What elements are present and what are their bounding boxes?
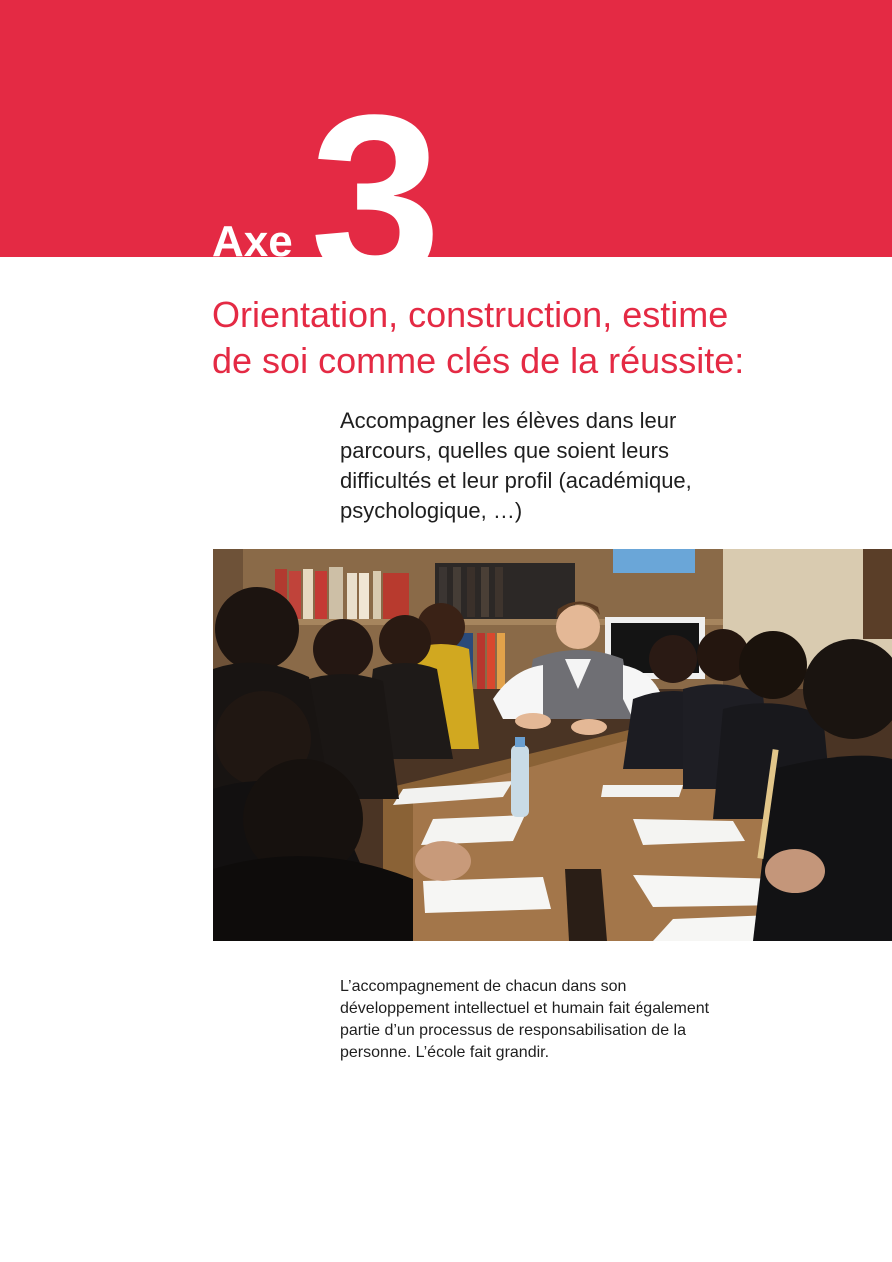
section-subtitle	[340, 406, 790, 526]
photo-illustration	[213, 549, 892, 941]
section-subtitle-line: Accompagner les élèves dans leur	[340, 408, 677, 433]
caption-line: L’accompagnement de chacun dans son	[340, 978, 627, 995]
students-meeting-photo	[213, 549, 892, 941]
caption-paragraph	[340, 976, 790, 1064]
axe-number: 3	[310, 66, 438, 330]
caption-line: partie d’un processus de responsabilisation de la	[340, 1022, 686, 1039]
section-subtitle-line: psychologique, …)	[340, 498, 523, 523]
section-title-line: de soi comme clés de la réussite:	[212, 340, 745, 381]
section-title-line: Orientation, construction, estime	[212, 294, 729, 335]
section-subtitle-line: parcours, quelles que soient leurs	[340, 438, 669, 463]
caption-line: personne. L’école fait grandir.	[340, 1044, 550, 1061]
caption-line: développement intellectuel et humain fait également	[340, 1000, 710, 1017]
section-title	[212, 292, 852, 384]
axe-label: Axe	[212, 217, 293, 266]
header-band	[0, 0, 892, 257]
section-subtitle-line: difficultés et leur profil (académique,	[340, 468, 692, 493]
